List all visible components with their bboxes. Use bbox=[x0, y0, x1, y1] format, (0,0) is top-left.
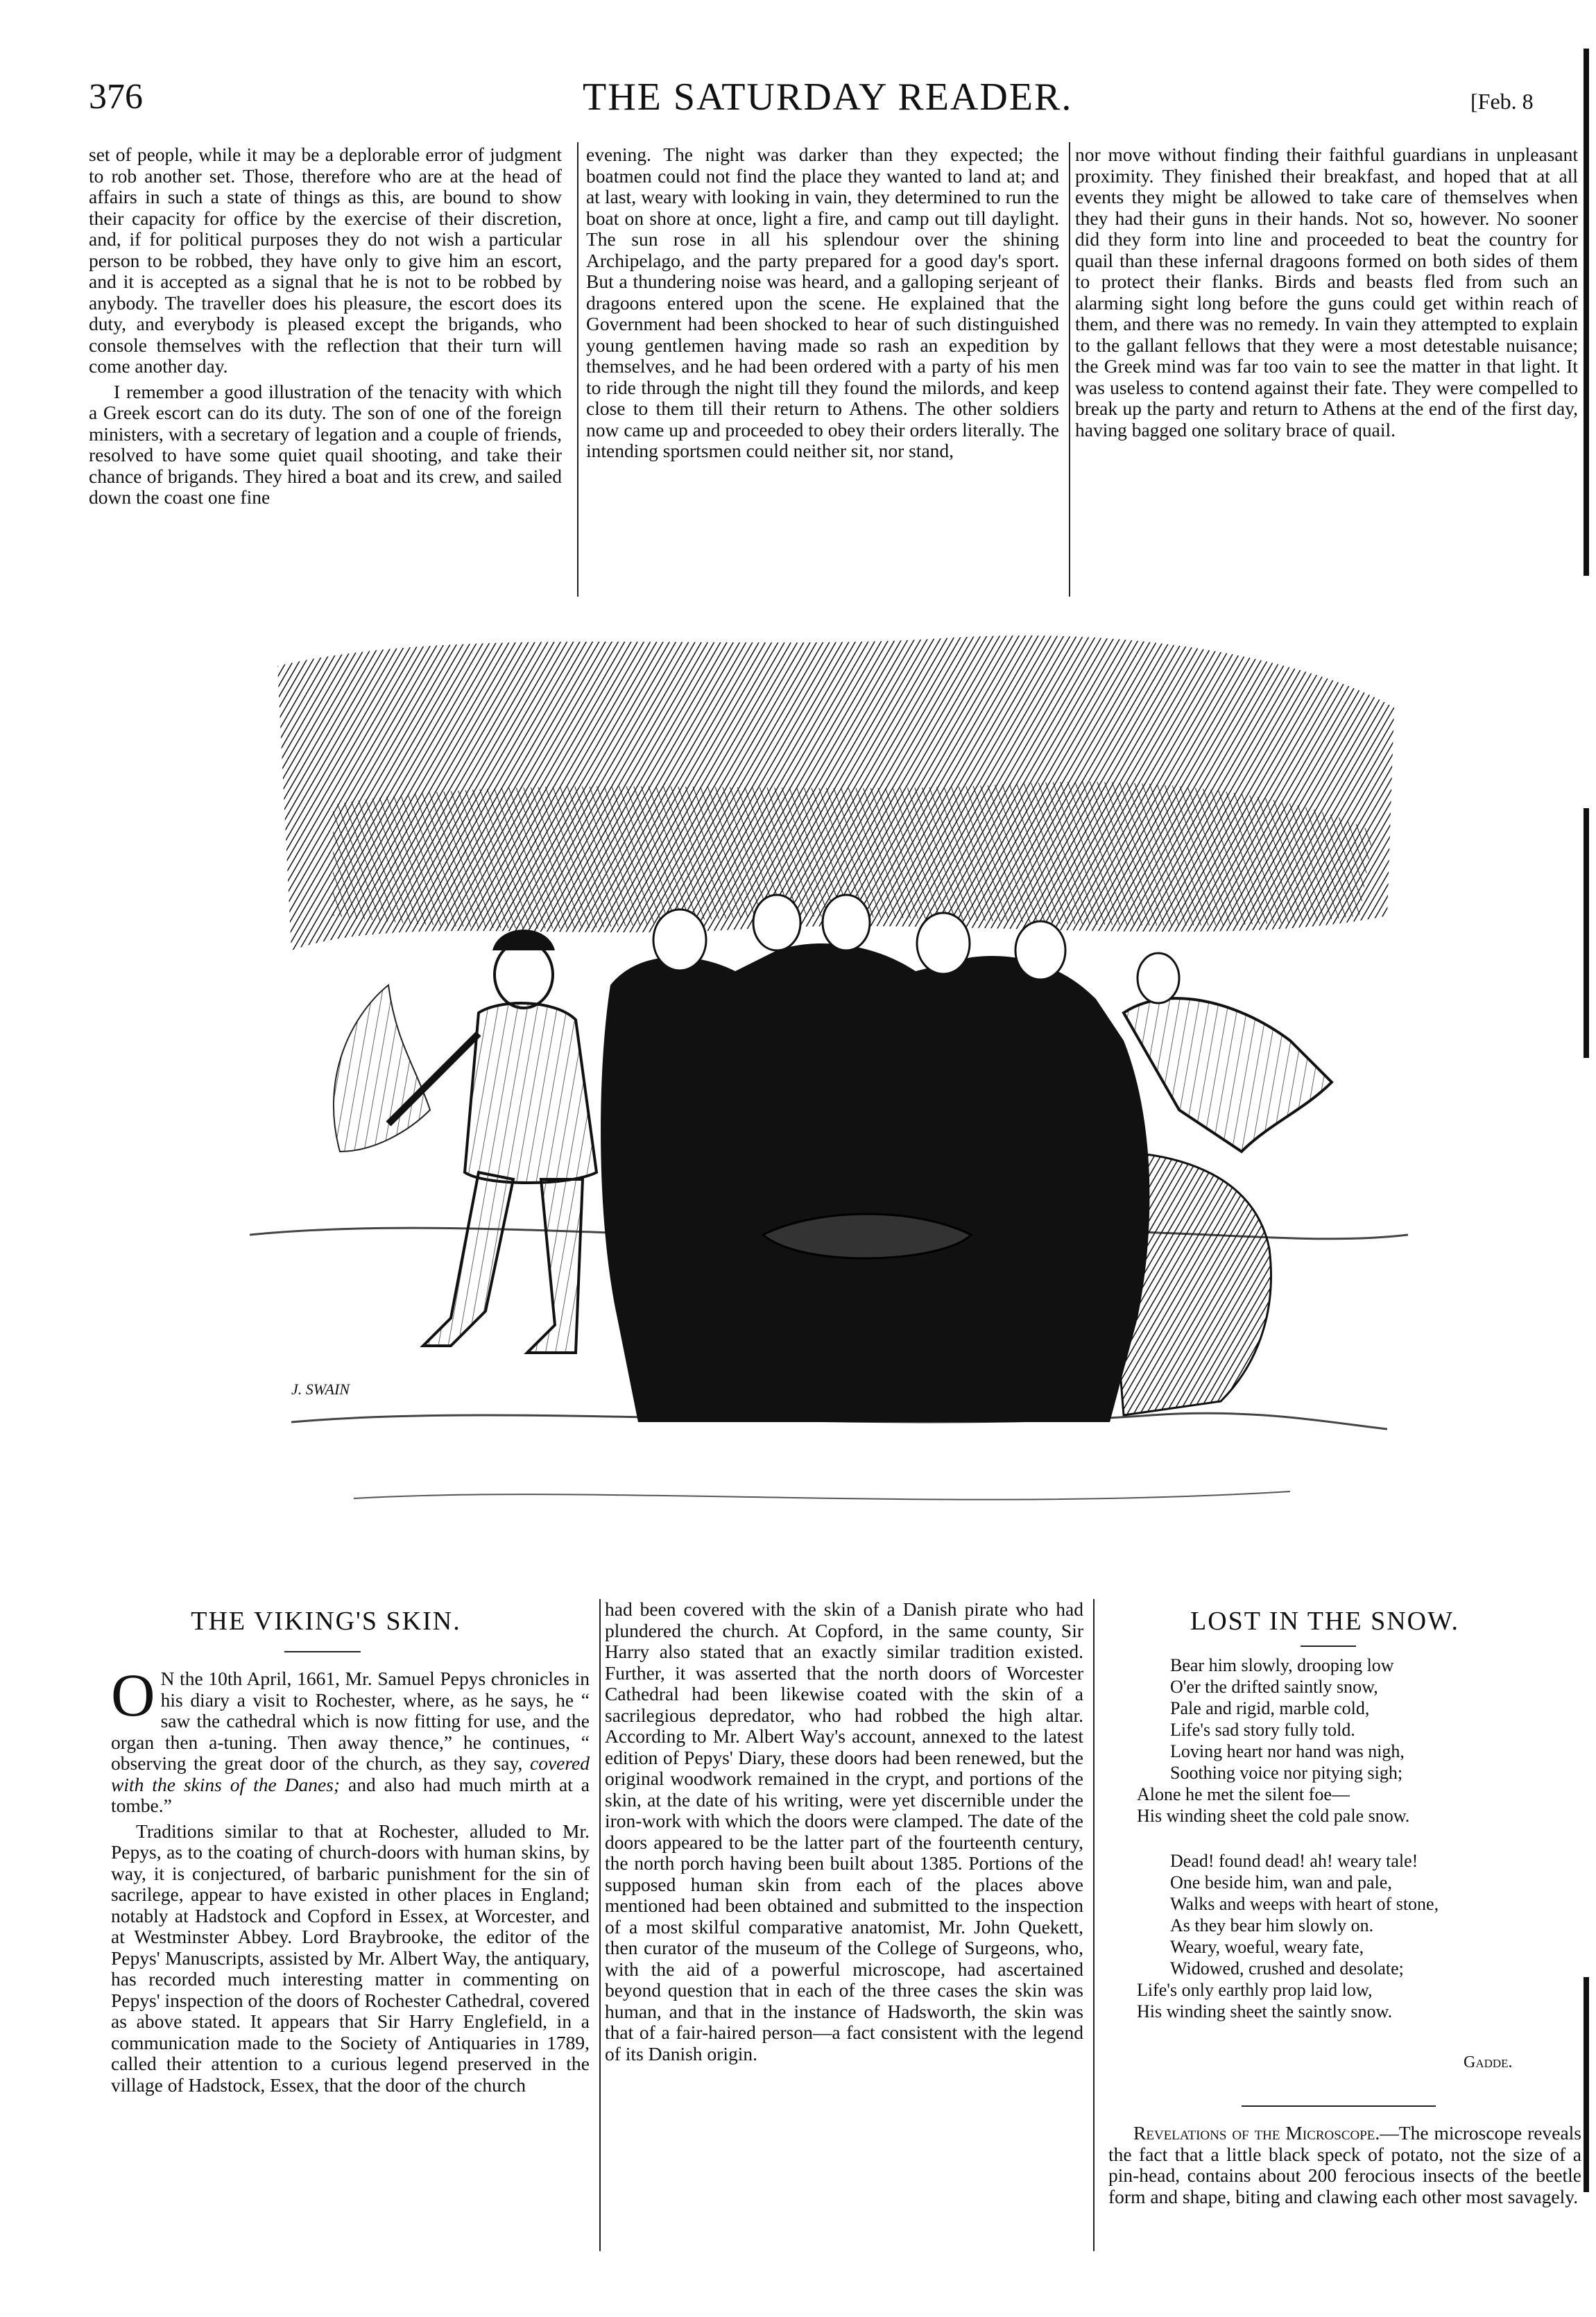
paragraph: nor move without finding their faithful guardians in unpleasant proximity. They finished their breakfast, and hoped that at all events they might be allowed to take care of themselves when they had their guns in their hands. Not so, however. No sooner did they form into line and proceeded to beat the country for quail than these infernal dragoons formed on both sides of them to protect their flanks. Birds and beasts fled from such an alarming sight long before the guns could get within reach of them, and there was no remedy. In vain they attempted to explain to the gallant fellows that they were a most detestable nuisance; the Greek mind was far too vain to see the matter in that light. It was useless to contend against their fate. They were compelled to break up the party and return to Athens at the end of the first day, having bagged one solitary brace of quail. bbox=[1075, 144, 1578, 441]
paragraph: Traditions similar to that at Rochester, alluded to Mr. Pepys, as to the coating of church-doors with human skins, by way, it is conjectured, of barbaric punishment for the sin of sacrilege, appear to have existed in other places in England; notably at Hadstock and Copford in Essex, at Worcester, and at Westminster Abbey. Lord Braybrooke, the editor of the Pepys' Manuscripts, assisted by Mr. Albert Way, the antiquary, has recorded much interesting matter in commenting on Pepys' inspection of the doors of Rochester Cathedral, covered as above stated. It appears that Sir Harry Englefield, in a communication made to the Society of Antiquaries in 1789, called their attention to a curious legend preserved in the village of Hadstock, Essex, that the door of the church bbox=[111, 1820, 590, 2096]
poem-line: Life's sad story fully told. bbox=[1170, 1720, 1355, 1740]
title-rule bbox=[284, 1651, 361, 1652]
poem-line: As they bear him slowly on. bbox=[1170, 1915, 1374, 1935]
illustration-viking-skin bbox=[250, 624, 1408, 1550]
poem-line: Soothing voice nor pitying sigh; bbox=[1170, 1763, 1403, 1783]
microscope-text: —The microscope reveals the fact that a little black speck of potato, not the size of a pin-head, contains about 200 ferocious insects of the beetle form and shape, biting and clawing each other most savagely. bbox=[1108, 2122, 1581, 2207]
page-number: 376 bbox=[89, 77, 143, 117]
woman-cloak bbox=[1103, 1152, 1271, 1415]
right-edge-bar bbox=[1584, 1977, 1589, 2192]
issue-date: [Feb. 8 bbox=[1470, 89, 1534, 114]
poem-line: Pale and rigid, marble cold, bbox=[1170, 1698, 1370, 1718]
lost-in-snow-title: LOST IN THE SNOW. bbox=[1190, 1607, 1459, 1636]
poem-line: Widowed, crushed and desolate; bbox=[1170, 1958, 1404, 1978]
column-rule bbox=[599, 1599, 601, 2251]
drop-cap: O bbox=[111, 1662, 155, 1729]
vikings-skin-column-1 bbox=[111, 1662, 590, 2100]
vikings-skin-title: THE VIKING'S SKIN. bbox=[191, 1607, 461, 1636]
poem-line: One beside him, wan and pale, bbox=[1170, 1872, 1392, 1892]
engraving-image bbox=[250, 624, 1408, 1550]
column-rule bbox=[577, 142, 578, 597]
poem-line: Life's only earthly prop laid low, bbox=[1137, 1980, 1373, 2000]
poem-line: Walks and weeps with heart of stone, bbox=[1170, 1894, 1439, 1914]
vikings-skin-column-2 bbox=[605, 1599, 1083, 2069]
poem-line: His winding sheet the saintly snow. bbox=[1137, 2001, 1393, 2021]
poem-line: Dead! found dead! ah! weary tale! bbox=[1170, 1851, 1418, 1871]
publication-title: THE SATURDAY READER. bbox=[583, 76, 1073, 119]
poem-signature: Gadde. bbox=[1464, 2053, 1513, 2071]
man-left-figure bbox=[388, 930, 597, 1353]
poem-line: Alone he met the silent foe— bbox=[1137, 1784, 1350, 1804]
poem-line: His winding sheet the cold pale snow. bbox=[1137, 1806, 1410, 1826]
paragraph: I remember a good illustration of the tenacity with which a Greek escort can do its duty. The son of one of the foreign ministers, with a secretary of legation and a couple of friends, resolved to have some quiet quail shooting, and take their chance of brigands. They hired a boat and its crew, and sailed down the coast one fine bbox=[89, 380, 562, 508]
pallbearers-group bbox=[601, 895, 1332, 1422]
dark-figures bbox=[601, 943, 1149, 1422]
man-right-figure bbox=[1124, 998, 1332, 1152]
top-article-column-2 bbox=[586, 144, 1059, 466]
paragraph: O N the 10th April, 1661, Mr. Samuel Pepys chronicles in his diary a visit to Rochester, where, as he says, he “ saw the cathedral which is now fitting for use, and the organ then a-tuning. Then away thence,” he continues, “ observing the great door of the church, as they say, covered with the skins of the Danes; and also had much mirth at a tombe.” bbox=[111, 1662, 590, 1816]
top-article-column-1 bbox=[89, 144, 562, 513]
right-edge-bar bbox=[1584, 49, 1589, 576]
page-header bbox=[0, 0, 1596, 132]
right-edge-bar bbox=[1584, 808, 1589, 1058]
paragraph: evening. The night was darker than they expected; the boatmen could not find the place they wanted to land at; and at last, weary with looking in vain, they determined to run the boat on shore at once, light a fire, and camp out till daylight. The sun rose in all his splendour over the shining Archipelago, and the party prepared for a good day's sport. But a thundering noise was heard, and a galloping serjeant of dragoons entered upon the scene. He explained that the Government had been shocked to hear of such distinguished young gentlemen having made so rash an expedition by themselves, and he had been ordered with a party of his men to ride through the night till they found the milords, and keep close to them till their return to Athens. The other soldiers now came up and proceeded to obey their orders literally. The intending sportsmen could neither sit, nor stand, bbox=[586, 144, 1059, 461]
poem-line: Bear him slowly, drooping low bbox=[1170, 1655, 1394, 1675]
microscope-note bbox=[1108, 2123, 1581, 2212]
shrub bbox=[334, 985, 430, 1152]
microscope-lead: Revelations of the Microscope. bbox=[1133, 2122, 1380, 2144]
paragraph bbox=[1108, 2123, 1581, 2207]
poem-lost-in-snow bbox=[1134, 1655, 1522, 2046]
poem-line: Weary, woeful, weary fate, bbox=[1170, 1937, 1364, 1957]
paragraph: set of people, while it may be a deplorable error of judgment to rob another set. Those, therefore who are at the head of affairs in such a state of things as this, are bound to show their capacity for office by the exercise of their discretion, and, if for political purposes they do not wish a particular person to be robbed, they have only to give him an escort, and it is accepted as a signal that he is not to be robbed by anybody. The traveller does his pleasure, the escort does its duty, and everybody is pleased except the brigands, who console themselves with the reflection that their turn will come another day. bbox=[89, 144, 562, 377]
title-rule bbox=[1301, 1645, 1356, 1647]
top-article-column-3 bbox=[1075, 144, 1578, 445]
poem-stanza-2 bbox=[1134, 1850, 1522, 2022]
poem-stanza-1 bbox=[1134, 1655, 1522, 1827]
ground-line bbox=[354, 1491, 1290, 1500]
section-rule bbox=[1242, 2105, 1436, 2107]
paragraph: had been covered with the skin of a Danish pirate who had plundered the church. At Copford, in the same county, Sir Harry also stated that an exactly similar tradition existed. Further, it was asserted that the north doors of Worcester Cathedral had been likewise coated with the skin of a sacrilegious depredator, who had robbed the high altar. According to Mr. Albert Way's account, annexed to the latest edition of Pepys' Diary, these doors had been renewed, but the original woodwork remained in the crypt, and portions of the skin, at the date of his writing, were yet discernible under the iron-work with which the doors were clamped. The date of the doors appeared to be the latter part of the fourteenth century, the north porch having been built about 1385. Portions of the supposed human skin from each of the places above mentioned had been obtained and submitted to the inspection of a most skilful comparative anatomist, Mr. John Quekett, then curator of the museum of the College of Surgeons, who, with the aid of a powerful microscope, had ascertained beyond question that in each of the three cases the skin was human, and that in the instance of Hadsworth, the skin was that of a fair-haired person—a fact consistent with the legend of its Danish origin. bbox=[605, 1598, 1083, 2064]
column-rule bbox=[1069, 142, 1070, 597]
engraver-signature: J. SWAIN bbox=[291, 1380, 350, 1398]
poem-line: Loving heart nor hand was nigh, bbox=[1170, 1741, 1405, 1761]
column-rule bbox=[1093, 1599, 1095, 2251]
poem-line: O'er the drifted saintly snow, bbox=[1170, 1677, 1378, 1697]
